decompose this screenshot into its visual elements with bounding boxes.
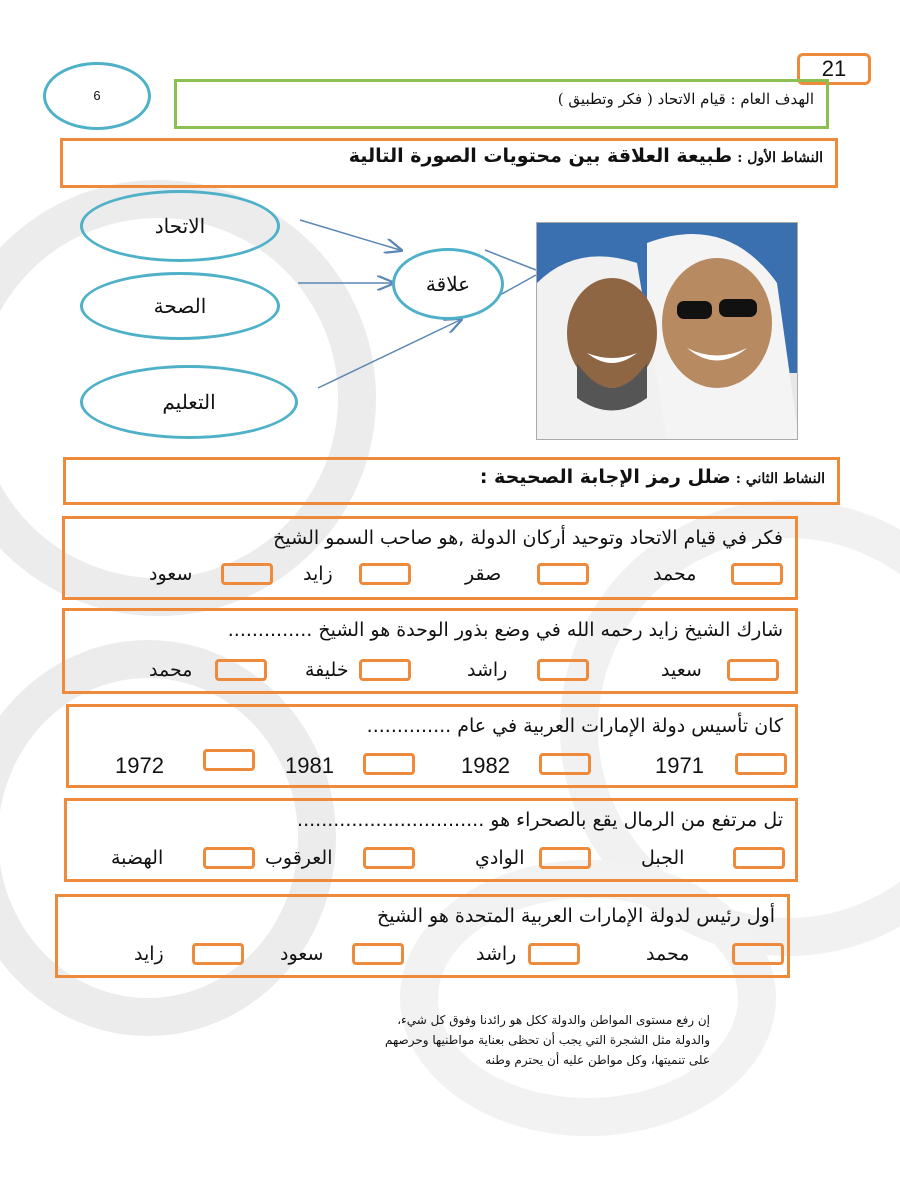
question-3 <box>66 704 798 788</box>
option-checkbox[interactable] <box>221 563 273 585</box>
option-checkbox[interactable] <box>352 943 404 965</box>
question-2 <box>62 608 798 694</box>
option-checkbox[interactable] <box>528 943 580 965</box>
option-label: محمد <box>646 943 690 965</box>
question-4-text: تل مرتفع من الرمال يقع بالصحراء هو ............................... <box>297 809 783 831</box>
option-label: زايد <box>134 943 164 965</box>
option-checkbox[interactable] <box>363 847 415 869</box>
question-5 <box>55 894 790 978</box>
option-checkbox[interactable] <box>731 563 783 585</box>
option-label: العرقوب <box>265 847 333 869</box>
option-checkbox[interactable] <box>537 563 589 585</box>
option-checkbox[interactable] <box>733 847 785 869</box>
activity2-title: ضلل رمز الإجابة الصحيحة : <box>479 466 731 488</box>
question-4 <box>64 798 798 882</box>
option-label: زايد <box>303 563 333 585</box>
option-checkbox[interactable] <box>732 943 784 965</box>
activity1-label: النشاط الأول : <box>737 150 823 166</box>
option-checkbox[interactable] <box>537 659 589 681</box>
leaders-photo <box>536 222 798 440</box>
footer-line: إن رفع مستوى المواطن والدولة ككل هو رائدنا وفوق كل شيء، <box>397 1013 710 1027</box>
activity2-label: النشاط الثاني : <box>735 471 825 487</box>
option-checkbox[interactable] <box>203 749 255 771</box>
question-3-text: كان تأسيس دولة الإمارات العربية في عام .............. <box>366 715 783 737</box>
option-checkbox[interactable] <box>203 847 255 869</box>
option-checkbox[interactable] <box>359 563 411 585</box>
unit-number: 6 <box>43 62 151 130</box>
option-label: الهضبة <box>111 847 164 869</box>
general-goal: الهدف العام : قيام الاتحاد ( فكر وتطبيق ) <box>174 79 829 129</box>
option-checkbox[interactable] <box>735 753 787 775</box>
question-2-text: شارك الشيخ زايد رحمه الله في وضع بذور الوحدة هو الشيخ .............. <box>227 619 783 641</box>
page-number: 21 <box>797 53 871 85</box>
footer-quote <box>300 1010 710 1070</box>
option-label: 1972 <box>115 753 164 778</box>
footer-line: والدولة مثل الشجرة التي يجب أن تحظى بعناية مواطنيها وحرصهم <box>384 1033 710 1047</box>
option-label: محمد <box>149 659 193 681</box>
option-checkbox[interactable] <box>363 753 415 775</box>
arrow-to-union <box>300 220 400 250</box>
question-5-text: أول رئيس لدولة الإمارات العربية المتحدة هو الشيخ <box>376 905 775 927</box>
option-label: 1971 <box>655 753 704 778</box>
option-label: سعود <box>280 943 324 965</box>
concept-relation: علاقة <box>392 248 504 320</box>
concept-health: الصحة <box>80 272 280 340</box>
option-label: سعود <box>149 563 193 585</box>
option-checkbox[interactable] <box>539 753 591 775</box>
option-checkbox[interactable] <box>192 943 244 965</box>
option-label: راشد <box>476 943 517 965</box>
question-1 <box>62 516 798 600</box>
concept-union: الاتحاد <box>80 190 280 262</box>
footer-line: على تنميتها، وكل مواطن عليه أن يحترم وطنه <box>485 1053 710 1067</box>
option-label: الجبل <box>641 847 685 869</box>
option-label: سعيد <box>661 659 702 681</box>
arrow-to-education <box>318 320 460 388</box>
option-label: محمد <box>653 563 697 585</box>
option-checkbox[interactable] <box>215 659 267 681</box>
option-label: خليفة <box>305 659 349 681</box>
concept-education: التعليم <box>80 365 298 439</box>
option-checkbox[interactable] <box>359 659 411 681</box>
option-checkbox[interactable] <box>539 847 591 869</box>
question-1-text: فكر في قيام الاتحاد وتوحيد أركان الدولة ,هو صاحب السمو الشيخ <box>273 527 783 549</box>
option-label: 1982 <box>461 753 510 778</box>
option-checkbox[interactable] <box>727 659 779 681</box>
option-label: صقر <box>465 563 502 585</box>
activity1-title: طبيعة العلاقة بين محتويات الصورة التالية <box>348 145 733 167</box>
option-label: الوادي <box>475 847 525 869</box>
activity2-header <box>63 457 840 505</box>
option-label: راشد <box>467 659 508 681</box>
option-label: 1981 <box>285 753 334 778</box>
activity1-header <box>60 138 838 188</box>
